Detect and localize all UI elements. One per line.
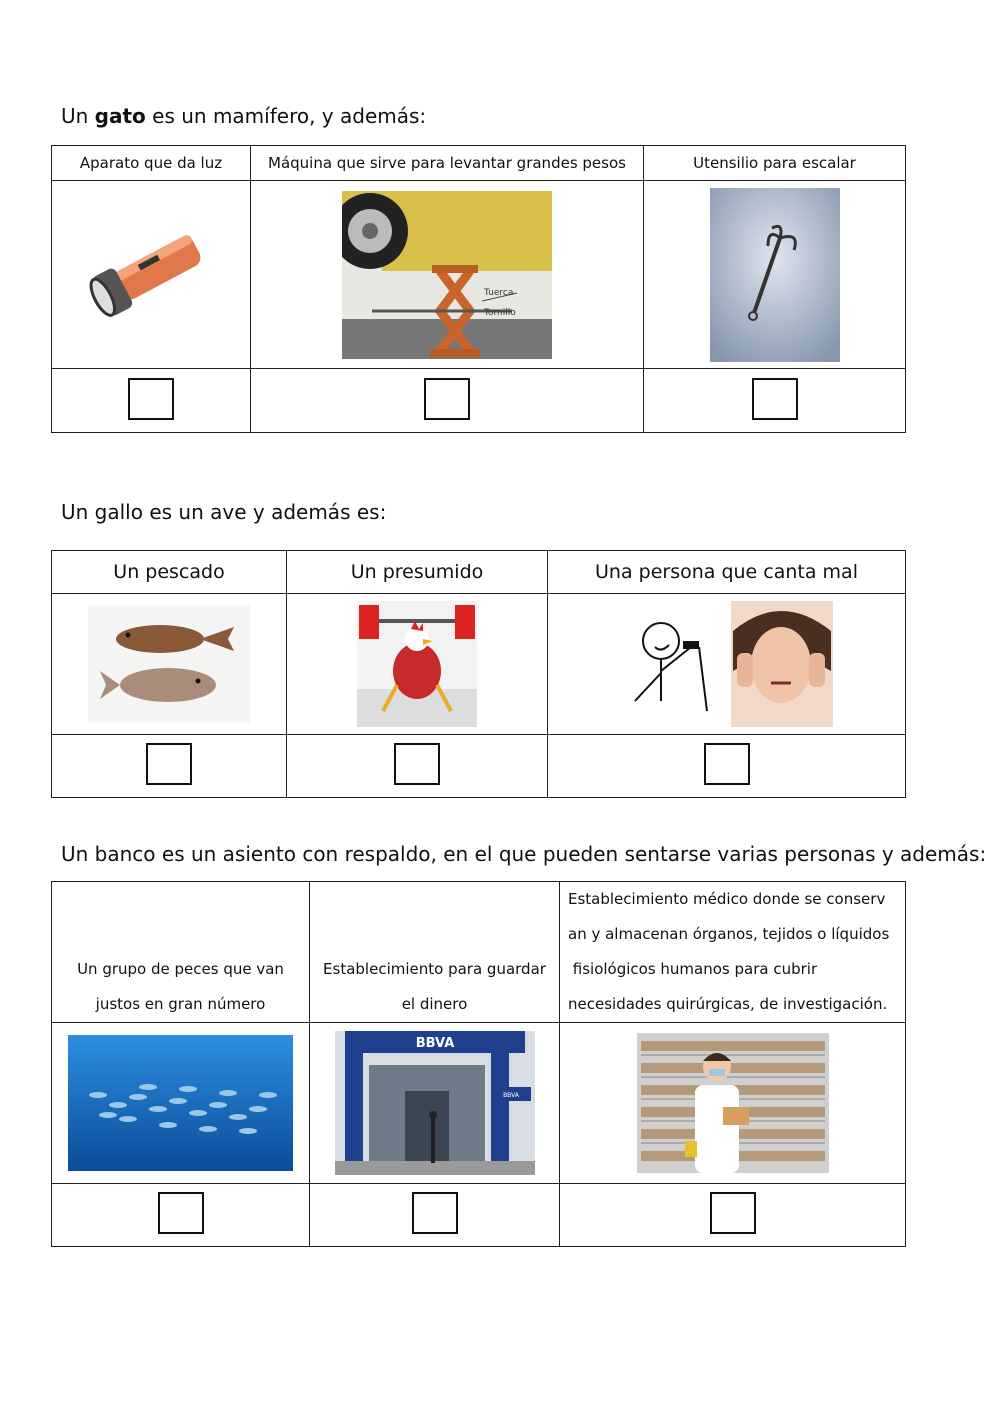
flatfish-image [88,605,250,723]
flashlight-image [86,220,216,330]
question-2-text: Un gallo es un ave y además es: [61,500,387,524]
screw-label: Tornillo [484,307,516,318]
rooster-lifting-weights-image [357,601,477,727]
option-image-cell [644,181,906,369]
option-label: Utensilio para escalar [644,146,906,181]
option-image-cell [52,594,287,735]
grappling-hook-image [710,188,840,362]
option-label: Máquina que sirve para levantar grandes pesos [251,146,644,181]
car-jack-image [342,191,552,359]
option-image-cell [548,594,906,735]
bad-singer-image [621,601,833,727]
question-3-text: Un banco es un asiento con respaldo, en el que pueden sentarse varias personas y además: [61,842,987,866]
option-image-cell [287,594,548,735]
option-image-cell [560,1023,906,1184]
options-table-1 [51,145,906,433]
option-label: Un pescado [52,551,287,594]
option-image-cell [251,181,644,369]
answer-checkbox[interactable] [424,378,470,420]
options-table-3 [51,881,906,1247]
options-table-2 [51,550,906,798]
question-1-text: Un gato es un mamífero, y además: [61,104,427,128]
option-image-cell [52,1023,310,1184]
option-image-cell [52,181,251,369]
answer-checkbox[interactable] [128,378,174,420]
answer-checkbox[interactable] [704,743,750,785]
option-label: Establecimiento médico donde se conserv an y almacenan órganos, tejidos o líquidos fisiológicos humanos para cubrir necesidades quirúrgicas, de investigación. [560,882,906,1023]
answer-checkbox[interactable] [146,743,192,785]
answer-checkbox[interactable] [752,378,798,420]
fish-school-image [68,1035,293,1171]
answer-checkbox[interactable] [394,743,440,785]
option-label: Una persona que canta mal [548,551,906,594]
option-label: Un grupo de peces que van justos en gran número [52,882,310,1023]
tissue-bank-image [637,1033,829,1173]
bank-side-sign: BBVA [502,1092,519,1099]
option-label: Aparato que da luz [52,146,251,181]
option-label: Establecimiento para guardar el dinero [310,882,560,1023]
answer-checkbox[interactable] [158,1192,204,1234]
option-label: Un presumido [287,551,548,594]
nut-label: Tuerca [484,287,514,298]
bank-sign: BBVA [415,1036,454,1051]
answer-checkbox[interactable] [412,1192,458,1234]
option-image-cell [310,1023,560,1184]
bank-building-image [335,1031,535,1175]
answer-checkbox[interactable] [710,1192,756,1234]
